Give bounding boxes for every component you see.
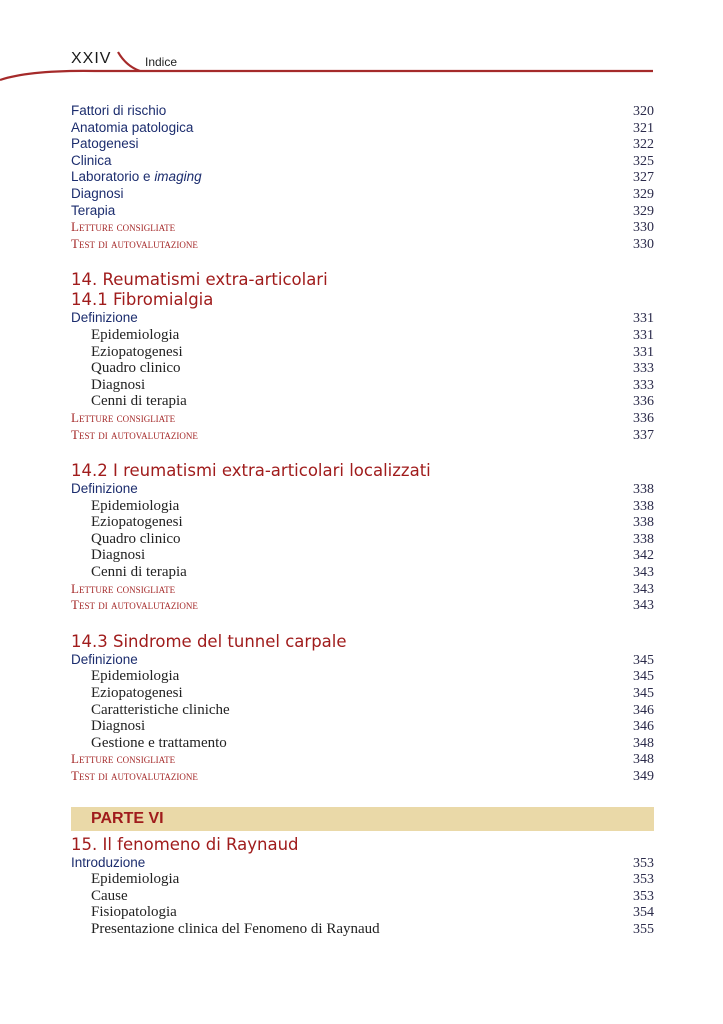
running-title: Indice [145, 55, 178, 69]
toc-entry[interactable]: Patogenesi 322 [71, 136, 654, 153]
toc-entry[interactable]: Cause 353 [91, 887, 654, 904]
toc-entry[interactable]: Fisiopatologia 354 [91, 904, 654, 921]
toc-entry[interactable]: Quadro clinico 333 [91, 360, 654, 377]
toc-entry[interactable]: Epidemiologia 345 [91, 668, 654, 685]
toc-entry[interactable]: Quadro clinico 338 [91, 530, 654, 547]
toc-entry[interactable]: Clinica 325 [71, 152, 654, 169]
toc-entry[interactable]: Caratteristiche cliniche 346 [91, 701, 654, 718]
toc-entry[interactable]: Epidemiologia 338 [91, 497, 654, 514]
toc-entry[interactable]: Definizione 338 [71, 481, 654, 498]
toc-entry[interactable]: Eziopatogenesi 338 [91, 514, 654, 531]
toc-entry[interactable]: Test di autovalutazione 330 [71, 235, 654, 252]
toc-entry[interactable]: Fattori di rischio 320 [71, 103, 654, 119]
toc-entry[interactable]: Test di autovalutazione 343 [71, 597, 654, 614]
toc-entry[interactable]: Diagnosi 333 [91, 376, 654, 393]
toc-entry[interactable]: Letture consigliate 343 [71, 580, 654, 597]
toc-entry[interactable]: Test di autovalutazione 337 [71, 426, 654, 443]
toc-entry[interactable]: Presentazione clinica del Fenomeno di Raynaud 355 [91, 920, 654, 937]
toc-entry[interactable]: Eziopatogenesi 331 [91, 343, 654, 360]
toc-entry[interactable]: Definizione 345 [71, 651, 654, 668]
page-header [0, 0, 723, 90]
toc-entry[interactable]: Epidemiologia 353 [91, 871, 654, 888]
toc-entry[interactable]: Test di autovalutazione 349 [71, 768, 654, 784]
toc-entry[interactable]: Letture consigliate 348 [71, 751, 654, 768]
toc-entry[interactable]: Eziopatogenesi 345 [91, 685, 654, 702]
toc-entry[interactable]: Letture consigliate 336 [71, 409, 654, 426]
section-title[interactable]: 14.1 Fibromialgia [71, 290, 214, 310]
toc-entry[interactable]: Anatomia patologica 321 [71, 119, 654, 136]
toc-entry[interactable]: Definizione 331 [71, 310, 654, 327]
chapter-title[interactable]: 14. Reumatismi extra-articolari [71, 270, 328, 290]
part-banner[interactable]: PARTE VI [71, 807, 654, 831]
toc-block-section-14-3 [71, 652, 654, 785]
toc-block-chapter-15 [71, 855, 654, 938]
toc-entry[interactable]: Laboratorio e imaging 327 [71, 169, 654, 186]
toc-entry[interactable]: Diagnosi 329 [71, 185, 654, 202]
toc-entry[interactable]: Terapia 329 [71, 202, 654, 219]
section-title[interactable]: 14.2 I reumatismi extra-articolari localizzati [71, 461, 431, 481]
toc-entry[interactable]: Gestione e trattamento 348 [91, 734, 654, 751]
page-number: XXIV [71, 50, 112, 67]
toc-block-section-14-1 [71, 310, 654, 443]
toc-entry[interactable]: Cenni di terapia 343 [91, 564, 654, 581]
toc-entry[interactable]: Introduzione 353 [71, 854, 654, 871]
toc-block-section-14-2 [71, 481, 654, 614]
header-swoosh-decoration [0, 0, 723, 90]
toc-entry[interactable]: Letture consigliate 330 [71, 219, 654, 236]
spacer [71, 614, 654, 632]
chapter-title[interactable]: 15. Il fenomeno di Raynaud [71, 834, 299, 854]
toc-entry[interactable]: Diagnosi 342 [91, 547, 654, 564]
toc-entry[interactable]: Diagnosi 346 [91, 718, 654, 735]
table-of-contents [71, 103, 654, 938]
section-title[interactable]: 14.3 Sindrome del tunnel carpale [71, 631, 347, 651]
toc-entry[interactable]: Epidemiologia 331 [91, 326, 654, 343]
spacer [71, 443, 654, 461]
spacer [71, 252, 654, 270]
toc-block-previous-chapter [71, 103, 654, 252]
toc-entry[interactable]: Cenni di terapia 336 [91, 393, 654, 410]
